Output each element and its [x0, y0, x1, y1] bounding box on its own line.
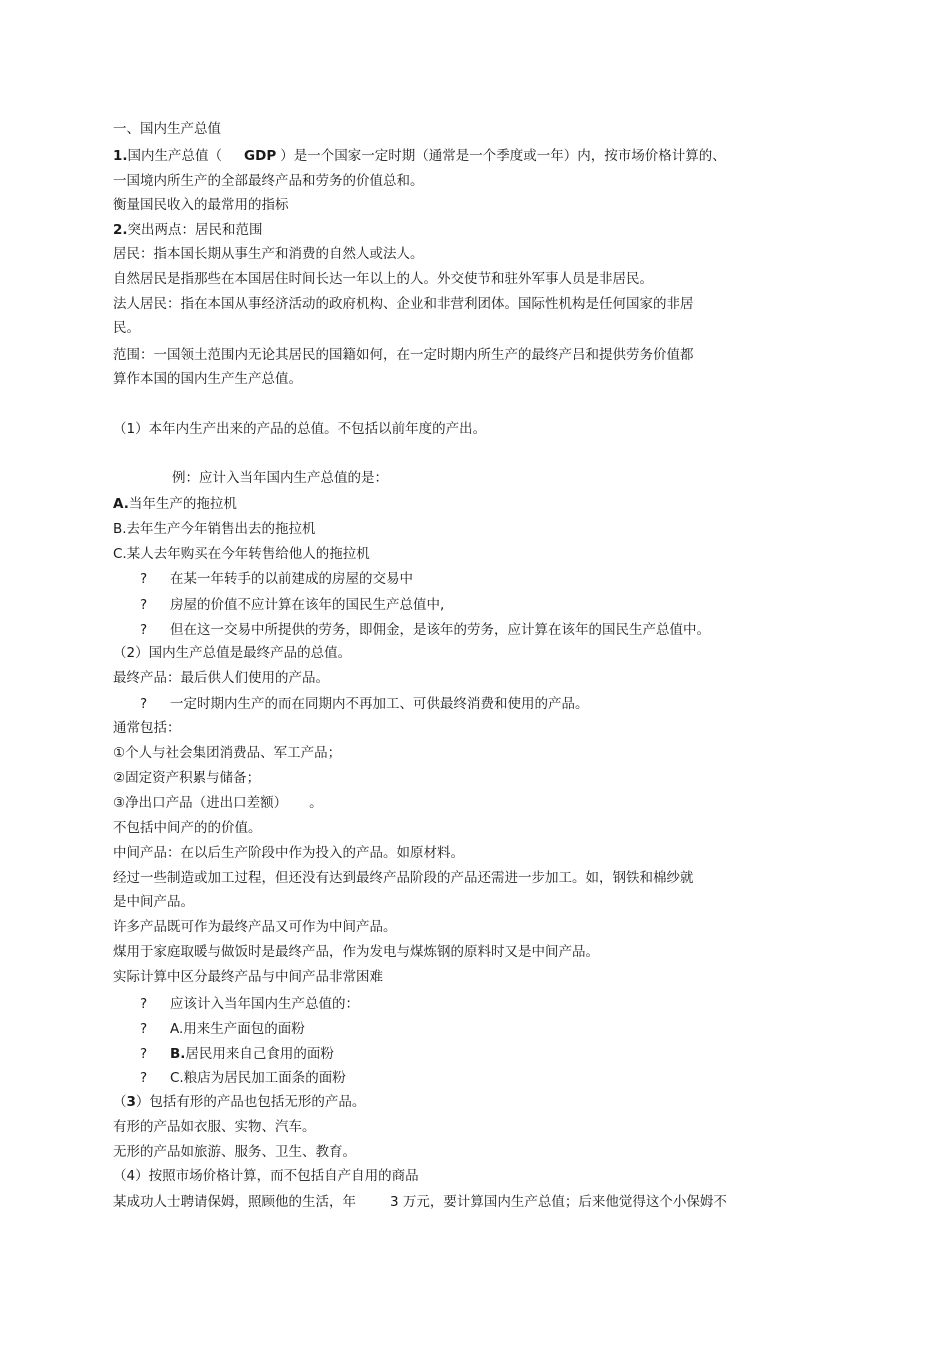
text-line: 范围：一国领土范围内无论其居民的国籍如何，在一定时期内所生产的最终产吕和提供劳务价值都 — [113, 347, 694, 363]
text-line: 2.突出两点：居民和范围 — [113, 222, 263, 238]
bullet-marker: ? — [140, 1021, 148, 1037]
bullet-item: ? 在某一年转手的以前建成的房屋的交易中 — [140, 571, 413, 587]
bullet-item: ? 应该计入当年国内生产总值的： — [140, 996, 359, 1012]
text-line: 衡量国民收入的最常用的指标 — [113, 197, 289, 213]
bullet-marker: ? — [140, 597, 148, 613]
bullet-marker: ? — [140, 622, 148, 638]
bullet-item: ? 但在这一交易中所提供的劳务，即佣金，是该年的劳务，应计算在该年的国民生产总值中。 — [140, 622, 710, 638]
text-line: （1）本年内生产出来的产品的总值。不包括以前年度的产出。 — [113, 421, 487, 437]
text-line: 煤用于家庭取暖与做饭时是最终产品，作为发电与煤炼钢的原料时又是中间产品。 — [113, 944, 599, 960]
gdp-definition-line: 1.国内生产总值（ GDP ）是一个国家一定时期（通常是一个季度或一年）内，按市场价格计算的、 — [113, 148, 726, 164]
bullet-marker: ? — [140, 996, 148, 1012]
text-line: 不包括中间产的的价值。 — [113, 820, 262, 836]
text-line: 经过一些制造或加工过程，但还没有达到最终产品阶段的产品还需进一步加工。如，钢铁和棉纱就 — [113, 870, 694, 886]
bullet-item: ? 一定时期内生产的而在同期内不再加工、可供最终消费和使用的产品。 — [140, 696, 589, 712]
text-line: （4）按照市场价格计算，而不包括自产自用的商品 — [113, 1168, 419, 1184]
bullet-marker: ? — [140, 1046, 148, 1062]
text-line: ③净出口产品（进出口差额） 。 — [113, 795, 323, 811]
text-line: 一国境内所生产的全部最终产品和劳务的价值总和。 — [113, 173, 424, 189]
bullet-marker: ? — [140, 696, 148, 712]
text-line: 中间产品：在以后生产阶段中作为投入的产品。如原材料。 — [113, 845, 464, 861]
text-line: 法人居民：指在本国从事经济活动的政府机构、企业和非营利团体。国际性机构是任何国家的非居 — [113, 296, 694, 312]
example-prompt: 例：应计入当年国内生产总值的是： — [172, 470, 388, 486]
option-b: B.去年生产今年销售出去的拖拉机 — [113, 521, 316, 537]
text-line: 是中间产品。 — [113, 894, 194, 910]
bullet-item: ? B.居民用来自己食用的面粉 — [140, 1046, 334, 1062]
section-heading: 一、国内生产总值 — [113, 121, 221, 137]
text-line: 算作本国的国内生产生产总值。 — [113, 371, 302, 387]
bullet-item: ? C.粮店为居民加工面条的面粉 — [140, 1070, 346, 1086]
bullet-marker: ? — [140, 1070, 148, 1086]
text-line: （2）国内生产总值是最终产品的总值。 — [113, 645, 352, 661]
text-line: 实际计算中区分最终产品与中间产品非常困难 — [113, 969, 383, 985]
text-line: 有形的产品如衣服、实物、汽车。 — [113, 1119, 316, 1135]
bullet-item: ? 房屋的价值不应计算在该年的国民生产总值中, — [140, 597, 445, 613]
text-line: ①个人与社会集团消费品、军工产品； — [113, 745, 342, 761]
text-line: （3）包括有形的产品也包括无形的产品。 — [113, 1094, 366, 1110]
text-line: 民。 — [113, 320, 140, 336]
text-line: 某成功人士聘请保姆，照顾他的生活，年 3 万元，要计算国内生产总值；后来他觉得这个小保姆不 — [113, 1194, 727, 1210]
text-line: 无形的产品如旅游、服务、卫生、教育。 — [113, 1144, 356, 1160]
bullet-item: ? A.用来生产面包的面粉 — [140, 1021, 305, 1037]
option-c: C.某人去年购买在今年转售给他人的拖拉机 — [113, 546, 370, 562]
text-line: 自然居民是指那些在本国居住时间长达一年以上的人。外交使节和驻外军事人员是非居民。 — [113, 271, 653, 287]
text-line: 通常包括： — [113, 720, 181, 736]
text-line: 最终产品：最后供人们使用的产品。 — [113, 670, 329, 686]
bullet-marker: ? — [140, 571, 148, 587]
text-line: 许多产品既可作为最终产品又可作为中间产品。 — [113, 919, 397, 935]
text-line: 居民：指本国长期从事生产和消费的自然人或法人。 — [113, 246, 424, 262]
text-line: ②固定资产积累与储备； — [113, 770, 261, 786]
option-a: A.当年生产的拖拉机 — [113, 496, 237, 512]
